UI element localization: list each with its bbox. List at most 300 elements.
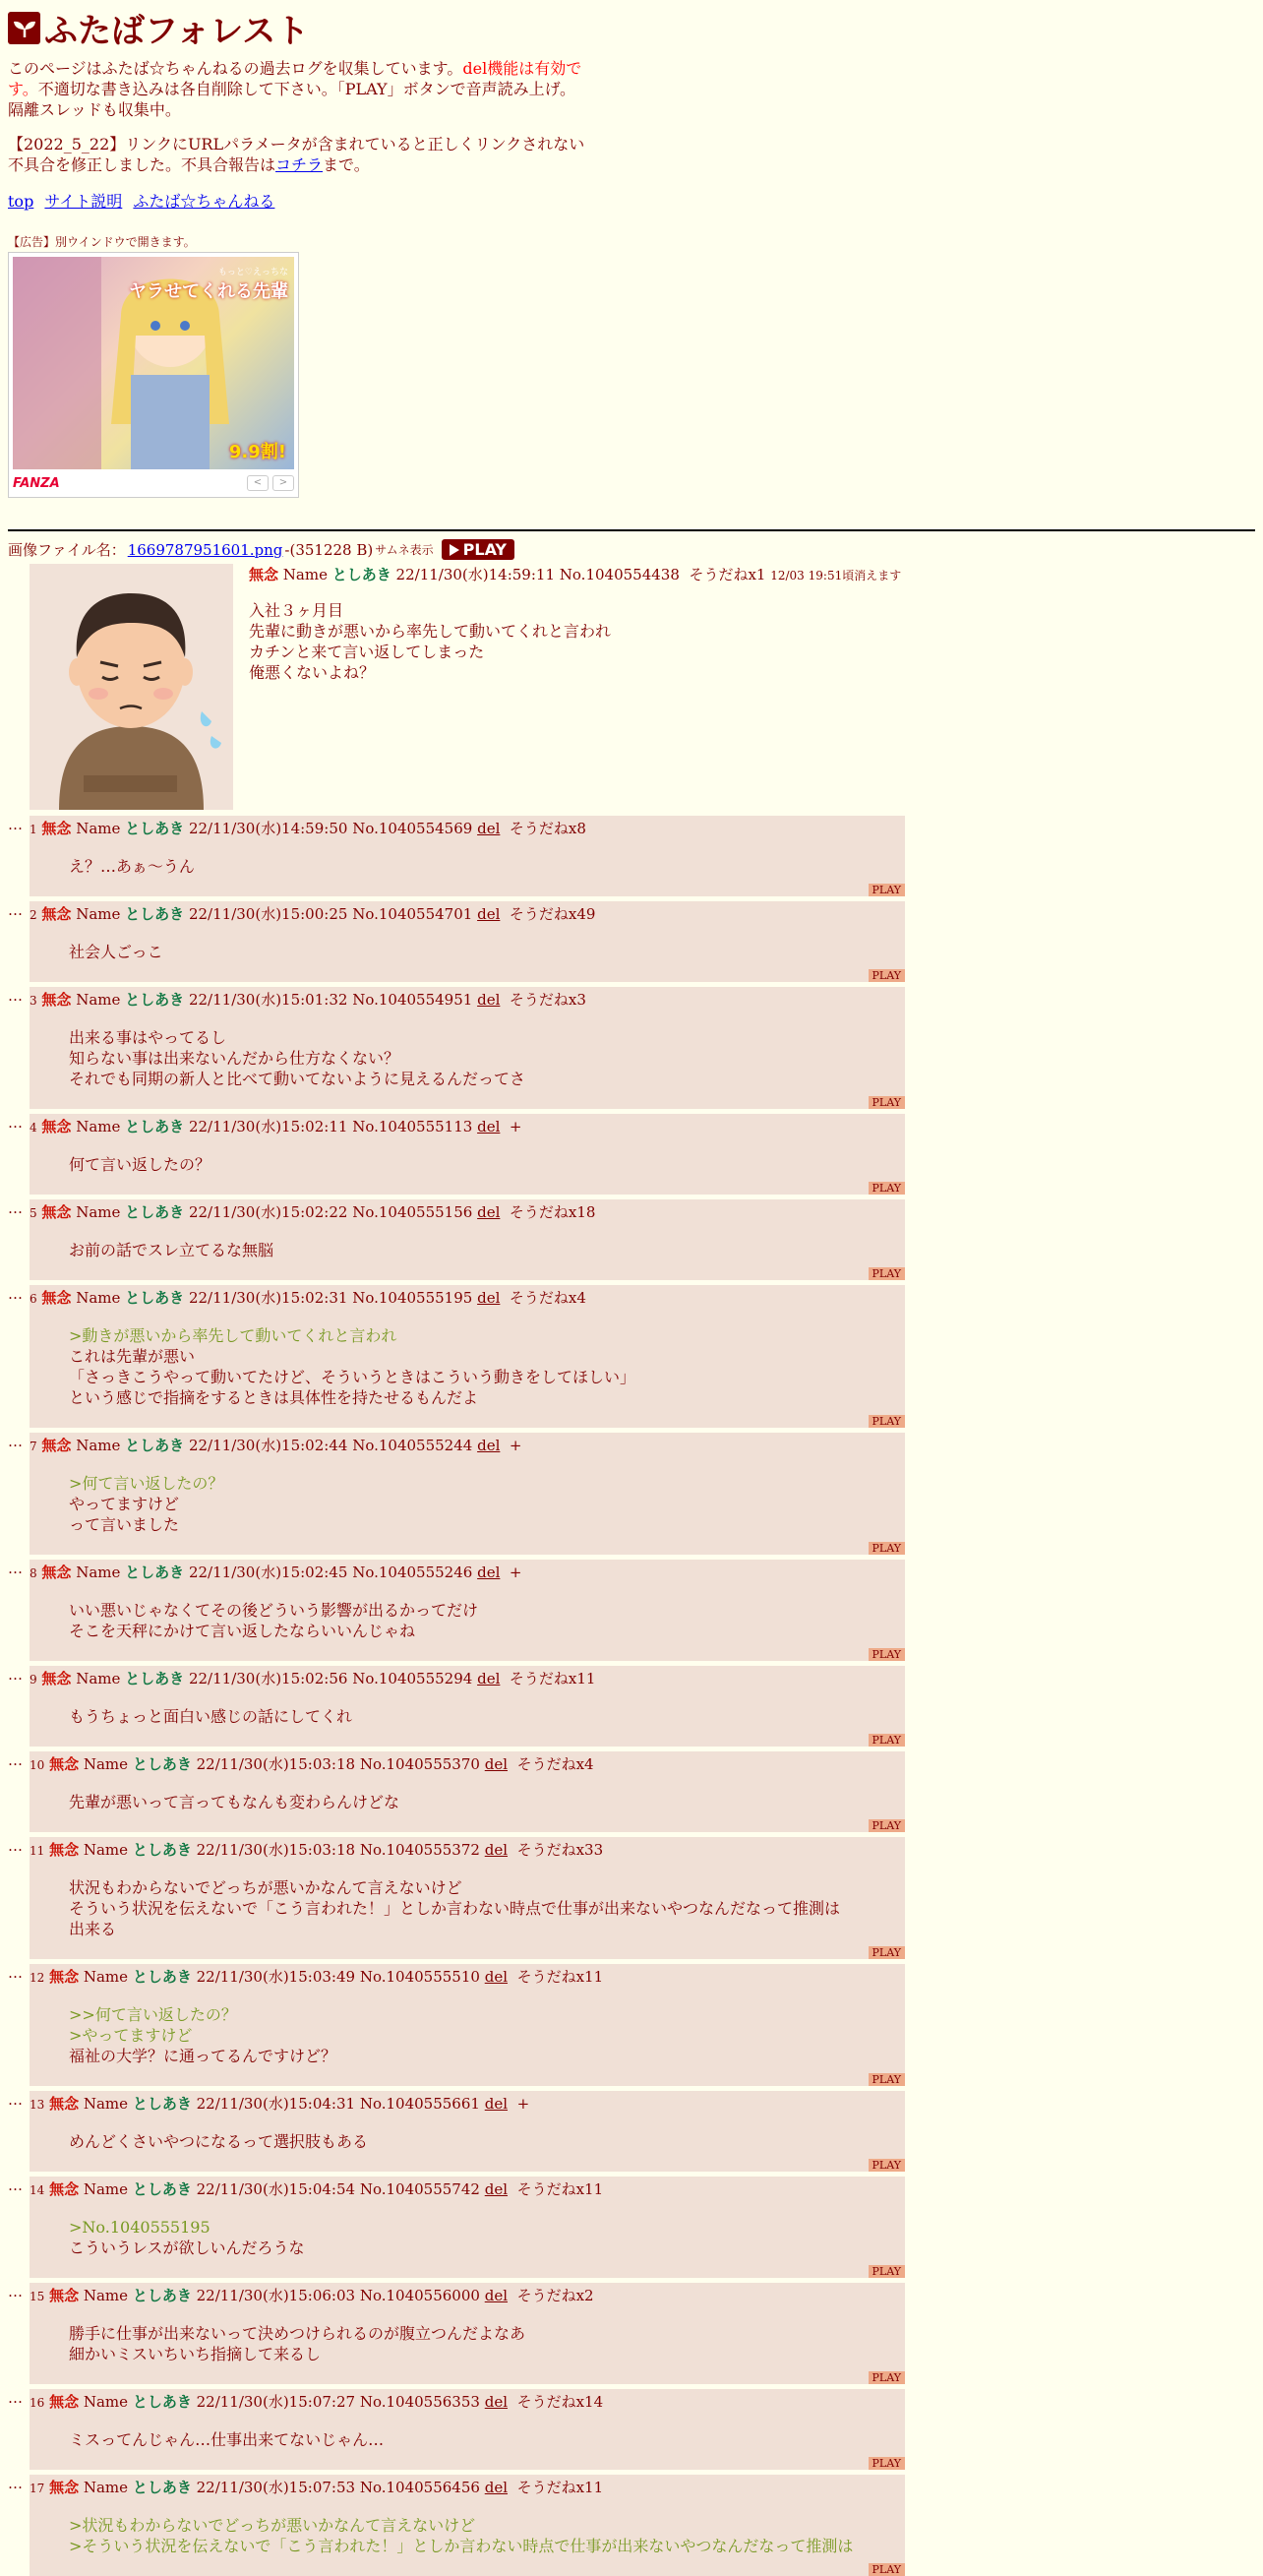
- reply-play-button[interactable]: PLAY: [869, 1415, 905, 1428]
- reply-header: [30, 818, 901, 838]
- reply-number: 4: [30, 1121, 37, 1135]
- del-link[interactable]: del: [477, 991, 501, 1009]
- thread-separator: [8, 529, 1255, 531]
- message-line: え？…あぁ〜うん: [69, 857, 195, 876]
- file-size: -(351228 B): [284, 540, 374, 559]
- message-line: いい悪いじゃなくてその後どういう影響が出るかってだけ: [69, 1601, 479, 1620]
- del-link[interactable]: del: [477, 820, 501, 837]
- op-message: [249, 600, 901, 683]
- reply-subject: 無念: [41, 1670, 72, 1687]
- reply-box: [30, 1433, 905, 1555]
- reply-soudane[interactable]: そうだねx11: [516, 1968, 604, 1986]
- reply-post-number[interactable]: No.1040555244: [352, 1437, 473, 1454]
- reply-post-number[interactable]: No.1040555294: [352, 1670, 473, 1687]
- reply-soudane[interactable]: +: [509, 1437, 522, 1454]
- reply-number: 8: [30, 1566, 37, 1580]
- reply-soudane[interactable]: そうだねx4: [516, 1755, 594, 1773]
- message-line: 先輩が悪いって言ってもなんも変わらんけどな: [69, 1793, 400, 1811]
- reply-name: としあき: [125, 1437, 185, 1454]
- reply-header: [30, 1839, 901, 1860]
- reply-play-button[interactable]: PLAY: [869, 884, 905, 896]
- reply-subject: 無念: [49, 1841, 80, 1859]
- reply-header: [30, 2178, 901, 2199]
- reply-subject: 無念: [41, 1118, 72, 1135]
- reply-row: [8, 1666, 1255, 1747]
- nav-about-link[interactable]: サイト説明: [44, 192, 123, 211]
- reply-subject: 無念: [41, 820, 72, 837]
- reply-header: [30, 989, 901, 1010]
- del-link[interactable]: del: [484, 2095, 509, 2113]
- message-line: やってますけど: [69, 1495, 180, 1513]
- reply-number: 15: [30, 2290, 45, 2303]
- reply-play-button[interactable]: PLAY: [869, 1946, 905, 1959]
- reply-name-label: Name: [76, 905, 121, 923]
- reply-message: [69, 1027, 901, 1089]
- reply-datetime: 22/11/30(水)14:59:50: [188, 820, 348, 837]
- reply-number: 6: [30, 1292, 37, 1306]
- reply-box: [30, 1751, 905, 1832]
- reply-menu-icon[interactable]: …: [8, 1666, 23, 1684]
- reply-menu-icon[interactable]: …: [8, 2091, 23, 2109]
- reply-name: としあき: [125, 1564, 185, 1581]
- reply-subject: 無念: [49, 2095, 80, 2113]
- op-line: カチンと来て言い返してしまった: [249, 643, 485, 661]
- op-post: [8, 564, 1255, 810]
- reply-row: [8, 816, 1255, 896]
- reply-datetime: 22/11/30(水)15:01:32: [188, 991, 348, 1009]
- op-play-button[interactable]: [442, 539, 514, 560]
- reply-message: [69, 1792, 901, 1812]
- op-subject: 無念: [249, 566, 279, 583]
- reply-name-label: Name: [83, 1755, 129, 1773]
- ad-arrows: [247, 475, 294, 491]
- ad-image[interactable]: [13, 257, 294, 469]
- reply-datetime: 22/11/30(水)15:07:53: [196, 2479, 356, 2496]
- nav-links: [8, 189, 1255, 212]
- reply-name-label: Name: [83, 2393, 129, 2411]
- site-header: [8, 4, 1255, 52]
- message-line: 状況もわからないでどっちが悪いかなんて言えないけど: [69, 1878, 462, 1897]
- op-datetime: 22/11/30(水)14:59:11: [395, 566, 555, 583]
- reply-box: [30, 2091, 905, 2172]
- reply-box: [30, 901, 905, 982]
- reply-name-label: Name: [76, 1203, 121, 1221]
- reply-play-button[interactable]: PLAY: [869, 2265, 905, 2278]
- reply-soudane[interactable]: +: [509, 1564, 522, 1581]
- reply-menu-icon[interactable]: …: [8, 1285, 23, 1303]
- reply-name: としあき: [125, 905, 185, 923]
- reply-name: としあき: [132, 2180, 192, 2198]
- message-line: ミスってんじゃん…仕事出来てないじゃん…: [69, 2430, 385, 2449]
- op-file-line: [8, 539, 1255, 560]
- reply-header: [30, 1753, 901, 1774]
- reply-box: [30, 2475, 905, 2576]
- reply-number: 12: [30, 1971, 45, 1985]
- report-link[interactable]: コチラ: [275, 155, 324, 174]
- reply-header: [30, 1966, 901, 1987]
- reply-message: [69, 1877, 901, 1939]
- futaba-leaf-icon: [8, 12, 40, 44]
- reply-play-button[interactable]: PLAY: [869, 1542, 905, 1555]
- reply-post-number[interactable]: No.1040555156: [352, 1203, 473, 1221]
- reply-post-number[interactable]: No.1040555510: [359, 1968, 480, 1986]
- page: [0, 4, 1263, 2576]
- reply-soudane[interactable]: そうだねx4: [509, 1289, 586, 1307]
- quote-line: >やってますけど: [69, 2026, 193, 2045]
- reply-name: としあき: [132, 1755, 192, 1773]
- reply-menu-icon[interactable]: …: [8, 2475, 23, 2492]
- reply-datetime: 22/11/30(水)15:04:54: [196, 2180, 356, 2198]
- reply-message: [69, 2323, 901, 2364]
- op-line: 先輩に動きが悪いから率先して動いてくれと言われ: [249, 622, 612, 641]
- message-line: 勝手に仕事が出来ないって決めつけられるのが腹立つんだよなあ: [69, 2324, 526, 2343]
- message-line: 細かいミスいちいち指摘して来るし: [69, 2345, 322, 2363]
- del-link[interactable]: del: [477, 1203, 501, 1221]
- del-link[interactable]: del: [484, 2287, 509, 2304]
- reply-message: [69, 1240, 901, 1260]
- reply-name-label: Name: [76, 1118, 121, 1135]
- reply-menu-icon[interactable]: …: [8, 2389, 23, 2407]
- reply-box: [30, 816, 905, 896]
- reply-soudane[interactable]: そうだねx3: [509, 991, 586, 1009]
- reply-number: 5: [30, 1206, 37, 1220]
- ad-banner[interactable]: [8, 252, 299, 498]
- reply-message: [69, 942, 901, 962]
- reply-row: [8, 1964, 1255, 2086]
- reply-box: [30, 987, 905, 1109]
- reply-header: [30, 2477, 901, 2497]
- play-icon: [450, 544, 459, 556]
- reply-datetime: 22/11/30(水)15:02:44: [188, 1437, 348, 1454]
- reply-message: [69, 2004, 901, 2066]
- reply-name-label: Name: [76, 991, 121, 1009]
- reply-soudane[interactable]: +: [516, 2095, 530, 2113]
- reply-number: 13: [30, 2098, 45, 2112]
- quote-line: >そういう状況を伝えないで「こう言われた！」としか言わない時点で仕事が出来ないやつなんだなって推測は: [69, 2537, 854, 2555]
- reply-subject: 無念: [49, 2287, 80, 2304]
- reply-name-label: Name: [83, 2095, 129, 2113]
- op-play-label: PLAY: [462, 540, 507, 559]
- reply-subject: 無念: [41, 1564, 72, 1581]
- reply-soudane[interactable]: そうだねx11: [516, 2180, 604, 2198]
- nav-top-link[interactable]: top: [8, 192, 34, 211]
- op-name-label: Name: [282, 566, 328, 583]
- reply-number: 17: [30, 2482, 45, 2495]
- del-link[interactable]: del: [484, 1841, 509, 1859]
- ad-next-button[interactable]: >: [272, 475, 294, 491]
- reply-menu-icon[interactable]: …: [8, 816, 23, 833]
- message-line: めんどくさいやつになるって選択肢もある: [69, 2132, 369, 2151]
- reply-row: [8, 1199, 1255, 1280]
- message-line: もうちょっと面白い感じの話にしてくれ: [69, 1707, 353, 1726]
- reply-post-number[interactable]: No.1040555370: [359, 1755, 480, 1773]
- fanza-logo: FANZA: [13, 475, 60, 491]
- reply-box: [30, 1964, 905, 2086]
- reply-row: [8, 1433, 1255, 1555]
- message-line: お前の話でスレ立てるな無脳: [69, 1241, 274, 1259]
- message-line: こういうレスが欲しいんだろうな: [69, 2239, 305, 2257]
- reply-message: [69, 2131, 901, 2152]
- reply-datetime: 22/11/30(水)15:02:45: [188, 1564, 348, 1581]
- intro-text-a: このページはふたば☆ちゃんねるの過去ログを収集しています。: [8, 59, 463, 78]
- op-thumbnail[interactable]: [30, 564, 233, 810]
- del-link[interactable]: del: [477, 905, 501, 923]
- reply-box: [30, 1199, 905, 1280]
- reply-subject: 無念: [41, 991, 72, 1009]
- reply-soudane[interactable]: そうだねx8: [509, 820, 586, 837]
- reply-header: [30, 1668, 901, 1688]
- reply-name: としあき: [125, 1670, 185, 1687]
- reply-subject: 無念: [49, 2479, 80, 2496]
- reply-soudane[interactable]: そうだねx11: [509, 1670, 596, 1687]
- reply-play-button[interactable]: PLAY: [869, 969, 905, 982]
- op-line: 入社３ヶ月目: [249, 601, 344, 620]
- worried-man-illustration: [30, 564, 233, 810]
- reply-post-number[interactable]: No.1040556353: [359, 2393, 480, 2411]
- quote-line: >動きが悪いから率先して動いてくれと言われ: [69, 1326, 397, 1345]
- op-post-number[interactable]: No.1040554438: [559, 566, 680, 583]
- del-link[interactable]: del: [484, 1968, 509, 1986]
- reply-header: [30, 1116, 901, 1136]
- reply-subject: 無念: [41, 1203, 72, 1221]
- reply-soudane[interactable]: そうだねx11: [516, 2479, 604, 2496]
- reply-menu-icon[interactable]: …: [8, 1114, 23, 1132]
- reply-datetime: 22/11/30(水)15:06:03: [196, 2287, 356, 2304]
- reply-subject: 無念: [41, 1289, 72, 1307]
- quote-line: >>何て言い返したの？: [69, 2005, 237, 2024]
- message-line: って言いました: [69, 1515, 180, 1534]
- del-link[interactable]: del: [477, 1670, 501, 1687]
- quote-line: >何て言い返したの？: [69, 1474, 224, 1493]
- reply-play-button[interactable]: PLAY: [869, 2457, 905, 2470]
- reply-header: [30, 1435, 901, 1455]
- reply-message: [69, 2429, 901, 2450]
- quote-line: >No.1040555195: [69, 2218, 210, 2237]
- reply-name-label: Name: [76, 1437, 121, 1454]
- ad-sale-badge: 9.9割!: [228, 442, 286, 462]
- reply-post-number[interactable]: No.1040556456: [359, 2479, 480, 2496]
- reply-name: としあき: [125, 1118, 185, 1135]
- reply-header: [30, 2285, 901, 2305]
- ad-prev-button[interactable]: <: [247, 475, 269, 491]
- reply-header: [30, 1287, 901, 1308]
- reply-soudane[interactable]: そうだねx49: [509, 905, 596, 923]
- del-link[interactable]: del: [484, 2479, 509, 2496]
- reply-post-number[interactable]: No.1040555742: [359, 2180, 480, 2198]
- reply-datetime: 22/11/30(水)15:03:18: [196, 1755, 356, 1773]
- del-link[interactable]: del: [477, 1118, 501, 1135]
- reply-post-number[interactable]: No.1040556000: [359, 2287, 480, 2304]
- reply-message: [69, 1473, 901, 1535]
- reply-post-number[interactable]: No.1040554701: [352, 905, 473, 923]
- op-name: としあき: [331, 566, 391, 583]
- reply-name-label: Name: [83, 1841, 129, 1859]
- reply-number: 16: [30, 2396, 45, 2410]
- reply-play-button[interactable]: PLAY: [869, 2563, 905, 2576]
- reply-play-button[interactable]: PLAY: [869, 1734, 905, 1747]
- reply-name: としあき: [132, 1968, 192, 1986]
- reply-datetime: 22/11/30(水)15:03:49: [196, 1968, 356, 1986]
- reply-post-number[interactable]: No.1040555246: [352, 1564, 473, 1581]
- quote-line: >状況もわからないでどっちが悪いかなんて言えないけど: [69, 2516, 476, 2535]
- reply-post-number[interactable]: No.1040554569: [352, 820, 473, 837]
- reply-post-number[interactable]: No.1040554951: [352, 991, 473, 1009]
- reply-row: [8, 987, 1255, 1109]
- reply-menu-icon[interactable]: …: [8, 901, 23, 919]
- reply-name: としあき: [132, 1841, 192, 1859]
- reply-number: 2: [30, 908, 37, 922]
- reply-datetime: 22/11/30(水)15:02:56: [188, 1670, 348, 1687]
- reply-box: [30, 1114, 905, 1195]
- reply-message: [69, 1154, 901, 1175]
- reply-row: [8, 1751, 1255, 1832]
- message-line: 出来る: [69, 1920, 117, 1938]
- message-line: 何て言い返したの？: [69, 1155, 211, 1174]
- del-link[interactable]: del: [477, 1564, 501, 1581]
- reply-subject: 無念: [49, 2180, 80, 2198]
- reply-row: [8, 1560, 1255, 1661]
- bugfix-notice: [8, 134, 588, 175]
- reply-name-label: Name: [83, 2479, 129, 2496]
- reply-post-number[interactable]: No.1040555372: [359, 1841, 480, 1859]
- reply-name: としあき: [132, 2479, 192, 2496]
- op-line: 俺悪くないよね？: [249, 663, 376, 682]
- reply-row: [8, 2389, 1255, 2470]
- reply-row: [8, 2091, 1255, 2172]
- site-title: ふたばフォレスト: [44, 12, 310, 51]
- reply-number: 7: [30, 1440, 37, 1453]
- reply-menu-icon[interactable]: …: [8, 1837, 23, 1855]
- reply-datetime: 22/11/30(水)15:02:11: [188, 1118, 348, 1135]
- reply-menu-icon[interactable]: …: [8, 1964, 23, 1982]
- reply-message: [69, 2515, 901, 2556]
- nav-futaba-link[interactable]: ふたば☆ちゃんねる: [133, 192, 275, 211]
- reply-name-label: Name: [76, 1564, 121, 1581]
- reply-play-button[interactable]: PLAY: [869, 1267, 905, 1280]
- reply-name: としあき: [125, 991, 185, 1009]
- ad-title-main: ヤラせてくれる先輩: [129, 281, 288, 302]
- reply-number: 14: [30, 2183, 45, 2197]
- reply-menu-icon[interactable]: …: [8, 1433, 23, 1450]
- del-link[interactable]: del: [484, 2393, 509, 2411]
- reply-play-button[interactable]: PLAY: [869, 2073, 905, 2086]
- reply-box: [30, 1837, 905, 1959]
- del-enabled-notice: del機能は有効です。: [8, 59, 582, 98]
- reply-name: としあき: [132, 2095, 192, 2113]
- reply-datetime: 22/11/30(水)15:07:27: [196, 2393, 356, 2411]
- reply-message: [69, 856, 901, 877]
- reply-post-number[interactable]: No.1040555661: [359, 2095, 480, 2113]
- reply-datetime: 22/11/30(水)15:02:22: [188, 1203, 348, 1221]
- reply-number: 10: [30, 1758, 45, 1772]
- reply-menu-icon[interactable]: …: [8, 1560, 23, 1577]
- reply-message: [69, 1325, 901, 1408]
- reply-message: [69, 1600, 901, 1641]
- reply-play-button[interactable]: PLAY: [869, 1648, 905, 1661]
- reply-box: [30, 2283, 905, 2384]
- reply-number: 1: [30, 823, 37, 836]
- reply-menu-icon[interactable]: …: [8, 2177, 23, 2194]
- reply-soudane[interactable]: そうだねx18: [509, 1203, 596, 1221]
- reply-play-button[interactable]: PLAY: [869, 1819, 905, 1832]
- reply-box: [30, 2389, 905, 2470]
- reply-list: [8, 816, 1255, 2576]
- reply-datetime: 22/11/30(水)15:04:31: [196, 2095, 356, 2113]
- reply-header: [30, 1562, 901, 1582]
- op-file-link[interactable]: 1669787951601.png: [127, 540, 283, 559]
- reply-play-button[interactable]: PLAY: [869, 2371, 905, 2384]
- reply-row: [8, 2283, 1255, 2384]
- reply-message: [69, 2217, 901, 2258]
- reply-name-label: Name: [76, 1289, 121, 1307]
- reply-subject: 無念: [41, 905, 72, 923]
- reply-menu-icon[interactable]: …: [8, 1751, 23, 1769]
- ad-footer: [13, 475, 294, 491]
- del-link[interactable]: del: [484, 1755, 509, 1773]
- reply-play-button[interactable]: PLAY: [869, 1182, 905, 1195]
- message-line: これは先輩が悪い: [69, 1347, 196, 1366]
- reply-menu-icon[interactable]: …: [8, 1199, 23, 1217]
- reply-datetime: 22/11/30(水)15:02:31: [188, 1289, 348, 1307]
- reply-soudane[interactable]: そうだねx33: [516, 1841, 604, 1859]
- reply-menu-icon[interactable]: …: [8, 987, 23, 1005]
- ad-title-small: もっと♡えっちな: [217, 268, 288, 277]
- reply-subject: 無念: [49, 1755, 80, 1773]
- ad-label: 【広告】別ウインドウで開きます。: [8, 235, 196, 249]
- reply-datetime: 22/11/30(水)15:00:25: [188, 905, 348, 923]
- op-expire: 12/03 19:51頃消えます: [770, 569, 902, 583]
- reply-play-button[interactable]: PLAY: [869, 1096, 905, 1109]
- del-link[interactable]: del: [477, 1289, 501, 1307]
- reply-row: [8, 2177, 1255, 2278]
- file-label: 画像ファイル名：: [8, 541, 126, 559]
- op-header: [249, 564, 901, 584]
- reply-name: としあき: [132, 2287, 192, 2304]
- reply-number: 3: [30, 994, 37, 1008]
- reply-menu-icon[interactable]: …: [8, 2283, 23, 2300]
- reply-number: 11: [30, 1844, 45, 1858]
- message-line: 出来る事はやってるし: [69, 1028, 227, 1047]
- reply-header: [30, 2093, 901, 2114]
- reply-soudane[interactable]: そうだねx14: [516, 2393, 604, 2411]
- reply-post-number[interactable]: No.1040555113: [352, 1118, 473, 1135]
- reply-soudane[interactable]: +: [509, 1118, 522, 1135]
- reply-box: [30, 1666, 905, 1747]
- reply-post-number[interactable]: No.1040555195: [352, 1289, 473, 1307]
- message-line: 社会人ごっこ: [69, 943, 163, 961]
- reply-play-button[interactable]: PLAY: [869, 2159, 905, 2172]
- reply-box: [30, 1560, 905, 1661]
- del-link[interactable]: del: [477, 1437, 501, 1454]
- message-line: それでも同期の新人と比べて動いてないように見えるんだってさ: [69, 1070, 526, 1088]
- intro-text-b: 不適切な書き込みは各自削除して下さい。「PLAY」ボタンで音声読み上げ。隔離スレッドも収集中。: [8, 80, 575, 119]
- del-link[interactable]: del: [484, 2180, 509, 2198]
- thumb-toggle-link[interactable]: サムネ表示: [375, 543, 434, 557]
- message-line: そこを天秤にかけて言い返したならいいんじゃね: [69, 1622, 416, 1640]
- reply-row: [8, 2475, 1255, 2576]
- op-soudane[interactable]: そうだねx1: [689, 566, 766, 583]
- notice-text: 【2022_5_22】リンクにURLパラメータが含まれていると正しくリンクされない不具合を修正しました。不具合報告は: [8, 135, 585, 174]
- reply-row: [8, 901, 1255, 982]
- intro-text: [8, 58, 588, 120]
- reply-header: [30, 903, 901, 924]
- reply-subject: 無念: [49, 1968, 80, 1986]
- reply-soudane[interactable]: そうだねx2: [516, 2287, 594, 2304]
- reply-name-label: Name: [76, 820, 121, 837]
- reply-row: [8, 1285, 1255, 1428]
- reply-row: [8, 1114, 1255, 1195]
- reply-name: としあき: [125, 1203, 185, 1221]
